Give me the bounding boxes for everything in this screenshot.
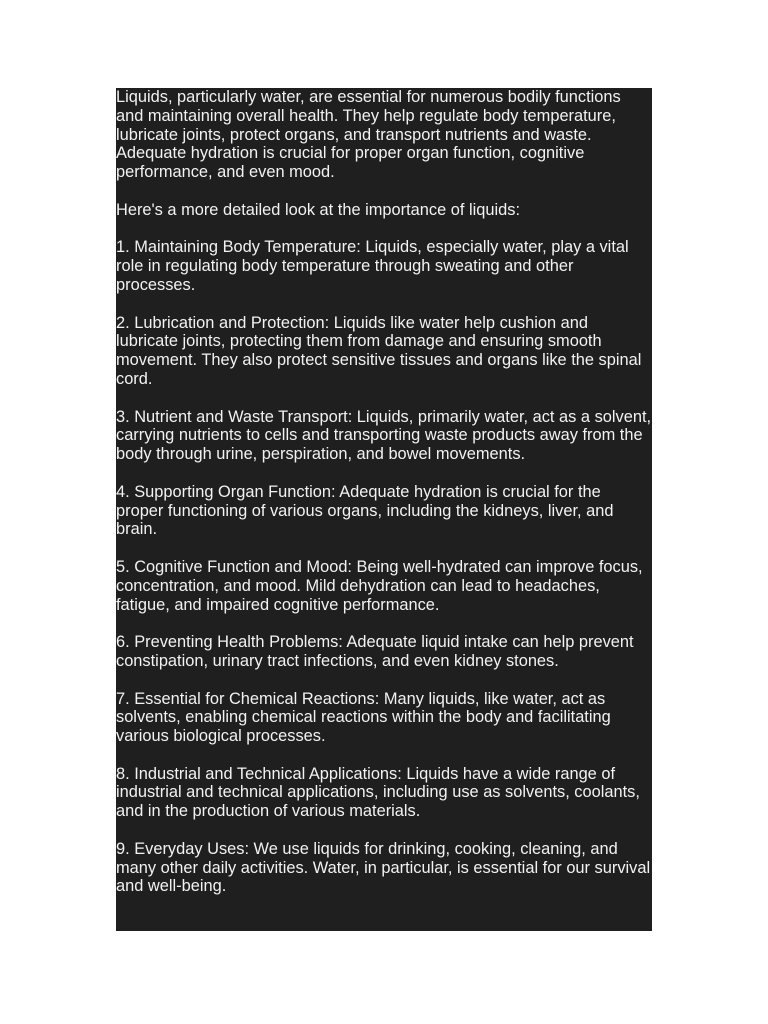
item-everyday-uses: 9. Everyday Uses: We use liquids for drinking, cooking, cleaning, and many other daily activities. Water, in particular, is essential for our survival and well-being. [116, 839, 651, 896]
document-body [116, 88, 652, 915]
intro-paragraph: Liquids, particularly water, are essential for numerous bodily functions and maintaining overall health. They help regulate body temperature, lubricate joints, protect organs, and transport nutrients and waste. Adequate hydration is crucial for proper organ function, cognitive performance, and even mood. [116, 88, 621, 182]
item-nutrient-waste-transport: 3. Nutrient and Waste Transport: Liquids, primarily water, act as a solvent, carrying nutrients to cells and transporting waste products away from the body through urine, perspiration, and bowel movements. [116, 407, 652, 464]
lead-paragraph: Here's a more detailed look at the importance of liquids: [116, 200, 521, 219]
item-industrial-applications: 8. Industrial and Technical Applications: Liquids have a wide range of industrial and technical applications, including use as solvents, coolants, and in the production of various materials. [116, 764, 640, 821]
item-lubrication-protection: 2. Lubrication and Protection: Liquids like water help cushion and lubricate joints, protecting them from damage and ensuring smooth movement. They also protect sensitive tissues and organs like the spinal cord. [116, 313, 642, 388]
item-cognitive-mood: 5. Cognitive Function and Mood: Being well-hydrated can improve focus, concentration, and mood. Mild dehydration can lead to headaches, fatigue, and impaired cognitive performance. [116, 557, 643, 614]
item-preventing-health-problems: 6. Preventing Health Problems: Adequate liquid intake can help prevent constipation, urinary tract infections, and even kidney stones. [116, 633, 634, 670]
item-organ-function: 4. Supporting Organ Function: Adequate hydration is crucial for the proper functioning of various organs, including the kidneys, liver, and brain. [116, 482, 614, 539]
item-body-temperature: 1. Maintaining Body Temperature: Liquids, especially water, play a vital role in regulating body temperature through sweating and other processes. [116, 238, 629, 294]
item-chemical-reactions: 7. Essential for Chemical Reactions: Many liquids, like water, act as solvents, enabling chemical reactions within the body and facilitating various biological processes. [116, 689, 611, 746]
dark-text-block [116, 88, 652, 931]
